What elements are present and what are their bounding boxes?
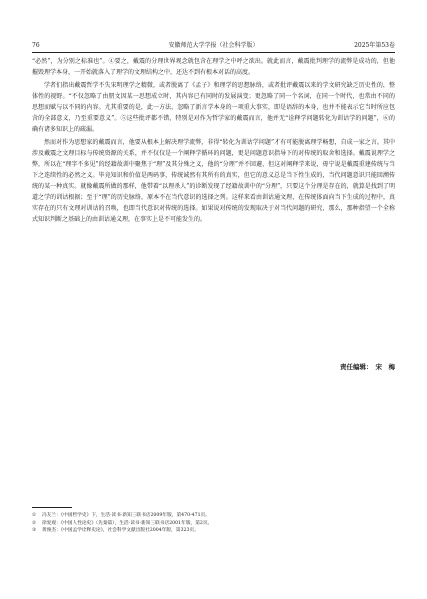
footnote-number: ② <box>32 520 37 526</box>
footnote-item <box>32 527 395 535</box>
paragraph: 学者们指出戴震哲学不失宋明理学之精微，或者脱离了《孟子》和理学的思想脉络，或者批评戴震以来的学文研究缺乏历史性的，整体性的视野。“不仅忽略了由朋文因某一思想成立时，其内容已有同时的发展演变；更忽略了同一个名词，在同一个时代，也常由不同的思想而赋与以不同的内容。尤其重要的是，此一方法，忽略了新言学本身的一项重大事实，即是语辞的本身，也并不能表示它当时所应包含的全部意义，乃至重要意义”。⑤这些批评都不错，特别是对作为哲学家的戴震而言，他并无“诠释学问题转化为训诂学的问题”，⑥的确有诸多知识上的疏漏。 <box>32 82 395 133</box>
responsible-editor <box>340 362 395 371</box>
paragraph: “必然”，为分别之标准也”。④要之，戴震的分理世界观念就包含在理学之中呼之欲出。就此而言，戴震批判理学的流弊是成功的，但他摧毁理学本身，一开始就落入了理学的文理结构之中，还达不到有根本对话的高度。 <box>32 58 395 76</box>
issue-label: 2025年第53卷 <box>354 42 395 49</box>
footnote-number: ③ <box>32 528 37 533</box>
editor-label: 责任编辑： <box>340 363 373 371</box>
footnote-text: 黄俊杰：《中国孟学诠释史论》，社会科学文献出版社2004年版，第323页。 <box>42 528 199 533</box>
footnote-text: 冯友兰：《中国哲学史》下，生活·读书·新知三联书店2009年版，第470-471页。 <box>42 513 210 518</box>
editor-name: 宋 梅 <box>375 363 395 371</box>
footnote-number: ① <box>32 513 37 518</box>
journal-title: 安徽师范大学学报（社会科学版） <box>168 42 259 49</box>
footnotes <box>32 512 395 535</box>
running-header <box>32 42 395 53</box>
paragraph: 然而对作为思想家的戴震而言，他要从根本上解决理学流弊，非得“转化为训诂学问题”才有可能脱离理学畅想，自成一家之言。其中涉及戴震之文理目标与传统资源的关系，并不仅仅是一个阐释学循环的问题，更是问题意识指导下的对传统的取舍和选择。戴震说理学之弊，所以在“理字不多见”的经籍故训中聚焦于“理”及其分殊之义，他的“分理”并不回避，但这对阐释学来说，毋宁说是戴震重建传统与当下之连续性的必然之义。毕竟知识和价值是两码事，传统诚然有其所有的真实，但它的意义总是当下性生成的，当代问题意识只能回溯传统的某一种真实。就像戴震所做的那样，他带着“以理杀人”的诊断发现了经籍故训中的“分理”，只要这个分理是存在的，就算是找到了明道之学的训诂根据；至于“理”的历史脉络，原本不在当代意识的选择之列。这样来看由训诂通文理，在传统体面向当下生成的过程中，真实存在的只有文理对训诂的召唤，也即当代意识对传统的选择。如果说对传统的发现取决于对当代问题的研究，那么，那种指望一个全称式知识判断之基础上的由训诂通义理，在事实上是不可能发生的。 <box>32 139 395 223</box>
footnote-divider <box>32 507 72 508</box>
footnote-item <box>32 512 395 520</box>
footnote-item <box>32 520 395 528</box>
page-number: 76 <box>32 42 40 49</box>
footnote-text: 徐复观：《中国人性论史》（先秦篇），生活·读书·新知三联书店2001年版，第2页。 <box>42 520 213 526</box>
article-body <box>32 56 395 227</box>
